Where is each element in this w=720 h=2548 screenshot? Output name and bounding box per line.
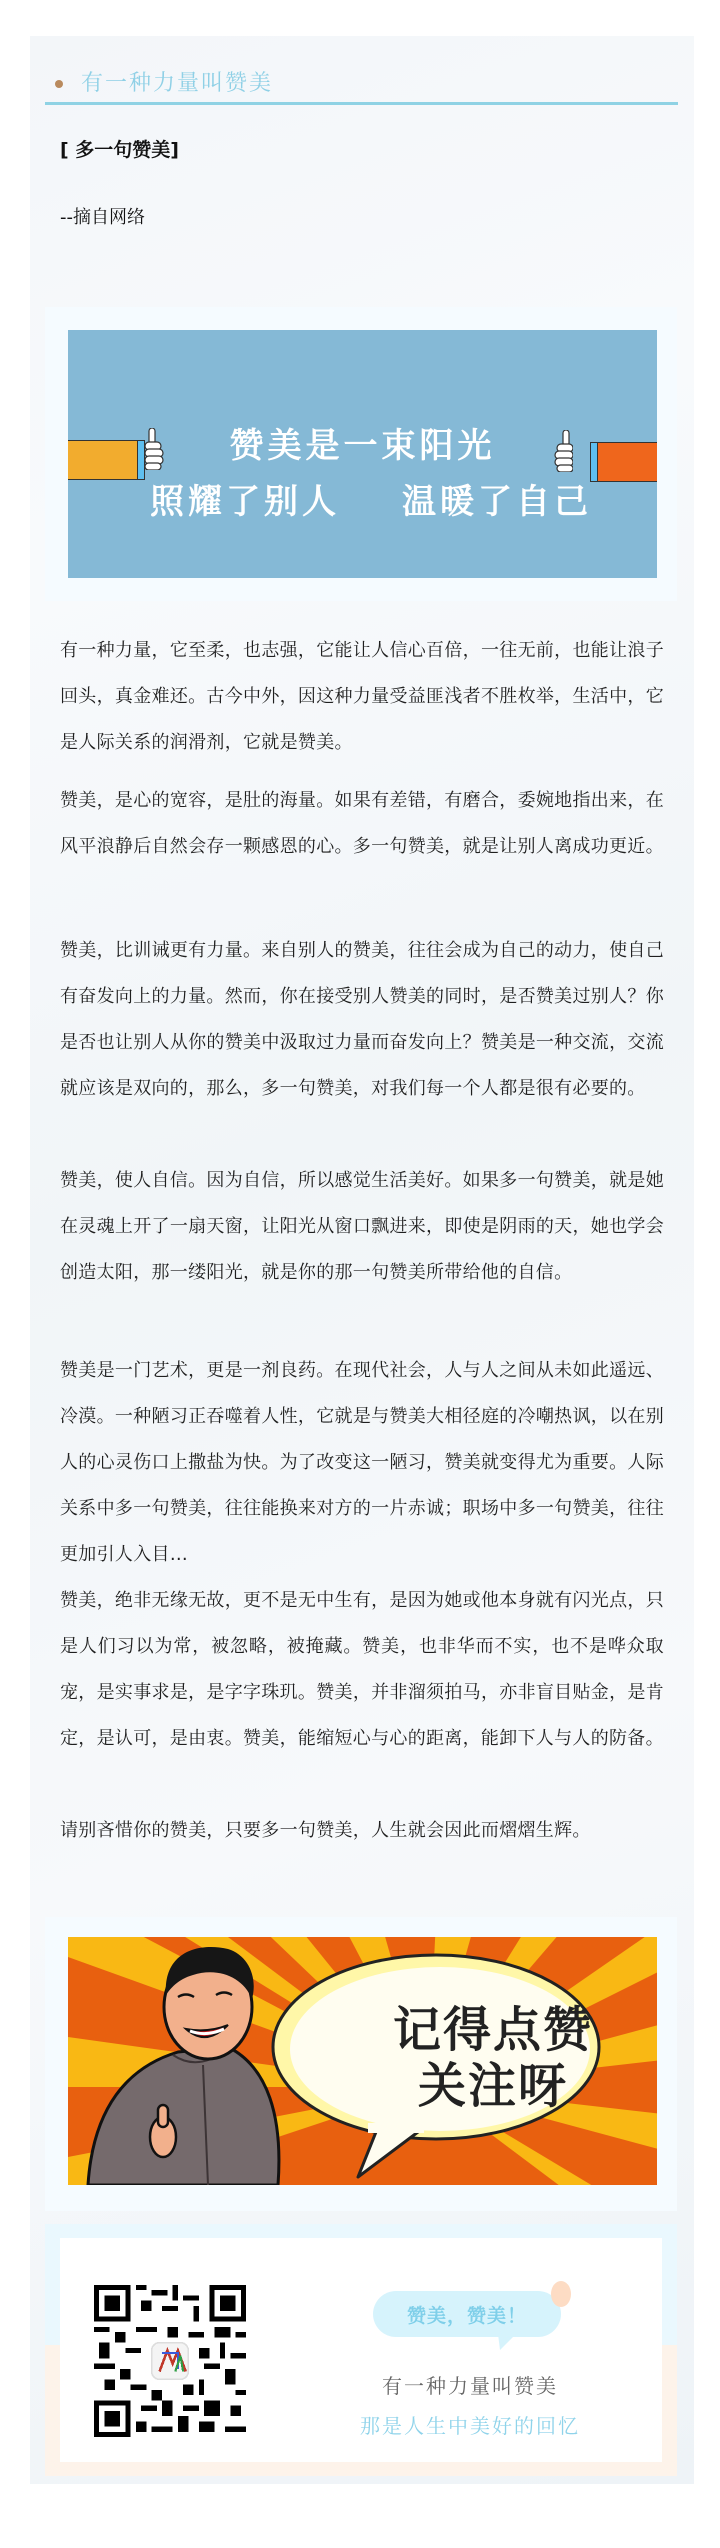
paragraph: 赞美，绝非无缘无故，更不是无中生有，是因为她或他本身就有闪光点，只是人们习以为常，被忽略，被掩藏。赞美，也非华而不实，也不是哗众取宠，是实事求是，是字字珠玑。赞美，并非溜须拍马，亦非盲目贴金，是肯定，是认可，是由衷。赞美，能缩短心与心的距离，能卸下人与人的防备。 bbox=[60, 1590, 664, 1749]
paragraph: 有一种力量，它至柔，也志强，它能让人信心百倍，一往无前，也能让浪子回头，真金难还。古今中外，因这种力量受益匪浅者不胜枚举，生活中，它是人际关系的润滑剂，它就是赞美。 bbox=[60, 640, 664, 753]
paragraph: 赞美，使人自信。因为自信，所以感觉生活美好。如果多一句赞美，就是她在灵魂上开了一扇天窗，让阳光从窗口飘进来，即使是阴雨的天，她也学会创造太阳，那一缕阳光，就是你的那一句赞美所带给他的自信。 bbox=[60, 1170, 664, 1283]
banner-headline: 赞美是一束阳光 bbox=[229, 426, 496, 466]
footer-card bbox=[45, 2224, 677, 2476]
page-title: 有一种力量叫赞美 bbox=[81, 71, 274, 96]
bubble-label: 赞美，赞美！ bbox=[406, 2305, 527, 2327]
paragraph: 赞美，比训诫更有力量。来自别人的赞美，往往会成为自己的动力，使自己有奋发向上的力量。然而，你在接受别人赞美的同时，是否赞美过别人？你是否也让别人从你的赞美中汲取过力量而奋发向上？赞美是一种交流，交流就应该是双向的，那么，多一句赞美，对我们每一个人都是很有必要的。 bbox=[60, 940, 664, 1099]
banner-subline-right: 温暖了自己 bbox=[402, 482, 592, 522]
section-header bbox=[45, 62, 678, 106]
article-subheading: [ 多一句赞美] bbox=[60, 139, 179, 161]
paragraph: 赞美是一门艺术，更是一剂良药。在现代社会，人与人之间从未如此遥远、冷漠。一种陋习正吞噬着人性，它就是与赞美大相径庭的冷嘲热讽，以在别人的心灵伤口上撒盐为快。为了改变这一陋习，赞美就变得尤为重要。人际关系中多一句赞美，往往能换来对方的一片赤诚；职场中多一句赞美，往往更加引人入目… bbox=[60, 1360, 664, 1565]
article-source: --摘自网络 bbox=[60, 207, 145, 228]
paragraph: 请别吝惜你的赞美，只要多一句赞美，人生就会因此而熠熠生辉。 bbox=[60, 1820, 591, 1841]
bullet-dot-icon bbox=[55, 80, 63, 88]
banner-subline-left: 照耀了别人 bbox=[150, 482, 340, 522]
speech-bubble-tail bbox=[498, 2334, 516, 2350]
bubble-line-2: 关注呀 bbox=[417, 2058, 568, 2114]
footer-tagline: 有一种力量叫赞美 bbox=[382, 2374, 558, 2398]
qr-code-icon[interactable] bbox=[94, 2285, 246, 2437]
praise-banner-image bbox=[68, 330, 657, 578]
footer-subtagline: 那是人生中美好的回忆 bbox=[360, 2414, 580, 2438]
bubble-line-1: 记得点赞 bbox=[392, 2002, 593, 2058]
paragraph: 赞美，是心的宽容，是肚的海量。如果有差错，有磨合，委婉地指出来，在风平浪静后自然会存一颗感恩的心。多一句赞美，就是让别人离成功更近。 bbox=[60, 790, 664, 857]
title-underline bbox=[45, 102, 678, 105]
speech-bubble bbox=[373, 2291, 561, 2337]
decorative-dot-icon bbox=[551, 2281, 571, 2307]
like-follow-banner-image bbox=[68, 1937, 657, 2185]
footer-card-inner bbox=[60, 2238, 662, 2462]
